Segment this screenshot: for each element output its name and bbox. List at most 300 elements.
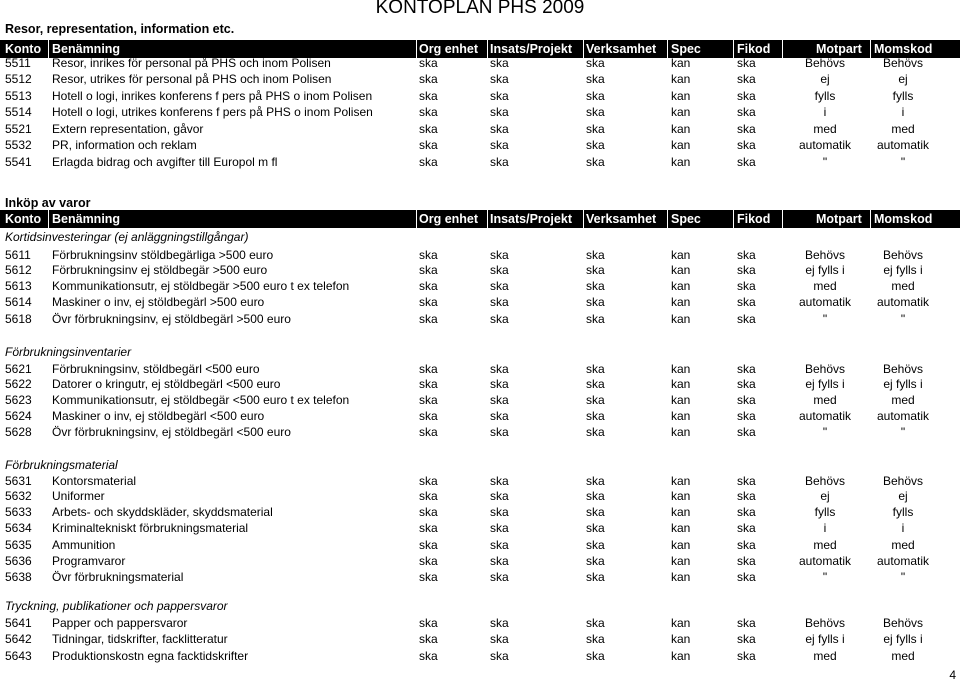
cell-ver: ska — [586, 56, 605, 70]
cell-spec: kan — [671, 122, 691, 136]
cell-konto: 5618 — [5, 312, 32, 326]
page-title: KONTOPLAN PHS 2009 — [375, 0, 585, 18]
cell-ben: Förbrukningsinv, stöldbegärl <500 euro — [52, 362, 260, 376]
cell-mom: i — [901, 105, 905, 119]
cell-ben: Maskiner o inv, ej stöldbegärl >500 euro — [52, 295, 265, 309]
cell-mom: ej — [898, 72, 908, 86]
cell-ins: ska — [490, 295, 509, 309]
cell-fik: ska — [737, 263, 756, 277]
cell-ver: ska — [586, 489, 605, 503]
cell-ver: ska — [586, 409, 605, 423]
table-row — [0, 88, 960, 104]
page-number: 4 — [949, 668, 956, 682]
cell-fik: ska — [737, 248, 756, 262]
table-row — [0, 121, 960, 137]
cell-ver: ska — [586, 295, 605, 309]
cell-ver: ska — [586, 72, 605, 86]
cell-fik: ska — [737, 554, 756, 568]
cell-ver: ska — [586, 362, 605, 376]
cell-ver: ska — [586, 105, 605, 119]
cell-ins: ska — [490, 362, 509, 376]
cell-spec: kan — [671, 56, 691, 70]
cell-ben: Datorer o kringutr, ej stöldbegärl <500 euro — [52, 377, 281, 391]
header-fikod: Fikod — [737, 212, 771, 226]
table-row — [0, 104, 960, 120]
cell-mot: i — [823, 105, 827, 119]
cell-fik: ska — [737, 122, 756, 136]
cell-mot: ej fylls i — [805, 377, 845, 391]
cell-org: ska — [419, 489, 438, 503]
cell-fik: ska — [737, 474, 756, 488]
cell-fik: ska — [737, 155, 756, 169]
cell-spec: kan — [671, 649, 691, 663]
cell-mot: Behövs — [804, 616, 846, 630]
cell-ver: ska — [586, 248, 605, 262]
header-insats: Insats/Projekt — [490, 42, 572, 56]
cell-ins: ska — [490, 425, 509, 439]
cell-ben: Uniformer — [52, 489, 105, 503]
cell-konto: 5635 — [5, 538, 32, 552]
table-row — [0, 392, 960, 408]
cell-mot: med — [813, 279, 837, 293]
header-divider — [416, 210, 417, 228]
cell-ins: ska — [490, 312, 509, 326]
cell-ben: Programvaror — [52, 554, 126, 568]
cell-fik: ska — [737, 312, 756, 326]
cell-mot: Behövs — [804, 56, 846, 70]
cell-ver: ska — [586, 538, 605, 552]
cell-spec: kan — [671, 72, 691, 86]
cell-ver: ska — [586, 377, 605, 391]
cell-fik: ska — [737, 632, 756, 646]
header-benamning: Benämning — [52, 212, 121, 226]
cell-mom: Behövs — [882, 616, 924, 630]
header-spec: Spec — [671, 212, 701, 226]
cell-fik: ska — [737, 489, 756, 503]
cell-spec: kan — [671, 570, 691, 584]
cell-org: ska — [419, 105, 438, 119]
cell-ben: Övr förbrukningsmaterial — [52, 570, 184, 584]
section-title: Inköp av varor — [5, 196, 91, 210]
cell-ben: Övr förbrukningsinv, ej stöldbegärl <500 euro — [52, 425, 291, 439]
group-subtitle: Kortidsinvesteringar (ej anläggningstillgångar) — [5, 230, 249, 244]
header-verk: Verksamhet — [586, 212, 657, 226]
cell-mom: Behövs — [882, 474, 924, 488]
cell-spec: kan — [671, 521, 691, 535]
cell-ins: ska — [490, 122, 509, 136]
table-row — [0, 473, 960, 489]
table-header — [0, 210, 960, 228]
table-row — [0, 278, 960, 294]
cell-konto: 5638 — [5, 570, 32, 584]
cell-ins: ska — [490, 377, 509, 391]
cell-ins: ska — [490, 474, 509, 488]
cell-spec: kan — [671, 409, 691, 423]
cell-ben: Kommunikationsutr, ej stöldbegär >500 euro t ex telefon — [52, 279, 350, 293]
header-momskod: Momskod — [874, 42, 933, 56]
cell-fik: ska — [737, 570, 756, 584]
group-subtitle: Förbrukningsmaterial — [5, 458, 118, 472]
cell-spec: kan — [671, 105, 691, 119]
cell-ver: ska — [586, 616, 605, 630]
cell-org: ska — [419, 521, 438, 535]
cell-ver: ska — [586, 521, 605, 535]
cell-spec: kan — [671, 489, 691, 503]
cell-org: ska — [419, 279, 438, 293]
cell-mot: Behövs — [804, 474, 846, 488]
cell-ben: Kontorsmaterial — [52, 474, 137, 488]
cell-fik: ska — [737, 362, 756, 376]
cell-org: ska — [419, 248, 438, 262]
cell-ver: ska — [586, 474, 605, 488]
cell-ins: ska — [490, 263, 509, 277]
cell-fik: ska — [737, 505, 756, 519]
cell-org: ska — [419, 362, 438, 376]
cell-mom: med — [891, 393, 915, 407]
header-divider — [733, 210, 734, 228]
header-divider — [782, 210, 783, 228]
cell-ben: Maskiner o inv, ej stöldbegärl <500 euro — [52, 409, 265, 423]
cell-mot: ej fylls i — [805, 263, 845, 277]
cell-spec: kan — [671, 362, 691, 376]
cell-spec: kan — [671, 155, 691, 169]
header-fikod: Fikod — [737, 42, 771, 56]
cell-fik: ska — [737, 616, 756, 630]
cell-fik: ska — [737, 521, 756, 535]
cell-fik: ska — [737, 409, 756, 423]
cell-mot: Behövs — [804, 248, 846, 262]
cell-mot: automatik — [798, 554, 852, 568]
cell-mot: med — [813, 649, 837, 663]
cell-konto: 5512 — [5, 72, 32, 86]
cell-konto: 5628 — [5, 425, 32, 439]
cell-org: ska — [419, 89, 438, 103]
table-row — [0, 311, 960, 327]
cell-mom: Behövs — [882, 362, 924, 376]
table-row — [0, 55, 960, 71]
cell-mom: automatik — [876, 138, 930, 152]
cell-ins: ska — [490, 649, 509, 663]
header-spec: Spec — [671, 42, 701, 56]
table-row — [0, 137, 960, 153]
cell-ins: ska — [490, 56, 509, 70]
table-row — [0, 361, 960, 377]
table-row — [0, 615, 960, 631]
cell-ben: Kriminaltekniskt förbrukningsmaterial — [52, 521, 249, 535]
cell-ben: Förbrukningsinv ej stöldbegär >500 euro — [52, 263, 268, 277]
header-motpart: Motpart — [816, 42, 862, 56]
cell-org: ska — [419, 295, 438, 309]
cell-mot: Behövs — [804, 362, 846, 376]
table-row — [0, 262, 960, 278]
cell-ver: ska — [586, 632, 605, 646]
cell-fik: ska — [737, 89, 756, 103]
cell-org: ska — [419, 505, 438, 519]
table-row — [0, 154, 960, 170]
table-row — [0, 520, 960, 536]
cell-konto: 5631 — [5, 474, 32, 488]
cell-spec: kan — [671, 312, 691, 326]
header-org: Org enhet — [419, 212, 479, 226]
header-momskod: Momskod — [874, 212, 933, 226]
cell-spec: kan — [671, 279, 691, 293]
cell-mot: automatik — [798, 409, 852, 423]
cell-spec: kan — [671, 632, 691, 646]
cell-org: ska — [419, 425, 438, 439]
cell-ben: Resor, utrikes för personal på PHS och inom Polisen — [52, 72, 332, 86]
cell-fik: ska — [737, 393, 756, 407]
cell-ben: Produktionskostn egna facktidskrifter — [52, 649, 249, 663]
cell-mot: ej — [820, 72, 830, 86]
cell-fik: ska — [737, 649, 756, 663]
table-row — [0, 71, 960, 87]
cell-org: ska — [419, 616, 438, 630]
cell-ins: ska — [490, 538, 509, 552]
cell-mom: med — [891, 122, 915, 136]
cell-ben: Tidningar, tidskrifter, facklitteratur — [52, 632, 228, 646]
table-row — [0, 376, 960, 392]
cell-org: ska — [419, 554, 438, 568]
cell-ben: Extern representation, gåvor — [52, 122, 204, 136]
cell-ins: ska — [490, 72, 509, 86]
cell-fik: ska — [737, 105, 756, 119]
cell-fik: ska — [737, 538, 756, 552]
table-row — [0, 294, 960, 310]
cell-mom: automatik — [876, 409, 930, 423]
header-divider — [667, 210, 668, 228]
cell-mom: ej fylls i — [883, 263, 923, 277]
cell-mom: ej fylls i — [883, 632, 923, 646]
cell-ver: ska — [586, 649, 605, 663]
cell-mom: med — [891, 538, 915, 552]
cell-org: ska — [419, 263, 438, 277]
cell-mot: " — [822, 570, 828, 584]
cell-konto: 5622 — [5, 377, 32, 391]
cell-konto: 5513 — [5, 89, 32, 103]
cell-ver: ska — [586, 122, 605, 136]
cell-ver: ska — [586, 263, 605, 277]
cell-ins: ska — [490, 138, 509, 152]
cell-ben: PR, information och reklam — [52, 138, 197, 152]
cell-org: ska — [419, 377, 438, 391]
header-konto: Konto — [5, 212, 42, 226]
cell-konto: 5613 — [5, 279, 32, 293]
cell-spec: kan — [671, 505, 691, 519]
cell-spec: kan — [671, 295, 691, 309]
cell-konto: 5633 — [5, 505, 32, 519]
cell-org: ska — [419, 538, 438, 552]
cell-ben: Hotell o logi, utrikes konferens f pers på PHS o inom Polisen — [52, 105, 373, 119]
cell-mom: " — [900, 425, 906, 439]
table-row — [0, 488, 960, 504]
cell-org: ska — [419, 72, 438, 86]
cell-spec: kan — [671, 474, 691, 488]
cell-ben: Ammunition — [52, 538, 116, 552]
cell-mot: " — [822, 425, 828, 439]
cell-fik: ska — [737, 295, 756, 309]
cell-org: ska — [419, 409, 438, 423]
header-org: Org enhet — [419, 42, 479, 56]
cell-mot: " — [822, 312, 828, 326]
header-divider — [48, 210, 49, 228]
cell-ben: Resor, inrikes för personal på PHS och inom Polisen — [52, 56, 331, 70]
cell-ben: Papper och pappersvaror — [52, 616, 188, 630]
cell-ver: ska — [586, 393, 605, 407]
cell-ins: ska — [490, 248, 509, 262]
header-benamning: Benämning — [52, 42, 121, 56]
table-row — [0, 631, 960, 647]
header-motpart: Motpart — [816, 212, 862, 226]
table-row — [0, 569, 960, 585]
cell-org: ska — [419, 122, 438, 136]
table-row — [0, 408, 960, 424]
cell-ins: ska — [490, 554, 509, 568]
cell-ver: ska — [586, 554, 605, 568]
cell-mom: fylls — [892, 89, 914, 103]
cell-fik: ska — [737, 56, 756, 70]
cell-ins: ska — [490, 570, 509, 584]
cell-ins: ska — [490, 616, 509, 630]
cell-fik: ska — [737, 138, 756, 152]
cell-mot: i — [823, 521, 827, 535]
cell-org: ska — [419, 632, 438, 646]
cell-spec: kan — [671, 89, 691, 103]
cell-ver: ska — [586, 312, 605, 326]
cell-ben: Arbets- och skyddskläder, skyddsmaterial — [52, 505, 273, 519]
cell-mom: med — [891, 279, 915, 293]
cell-spec: kan — [671, 263, 691, 277]
cell-mot: med — [813, 122, 837, 136]
cell-ver: ska — [586, 89, 605, 103]
cell-mot: fylls — [814, 89, 836, 103]
cell-konto: 5623 — [5, 393, 32, 407]
header-konto: Konto — [5, 42, 42, 56]
cell-org: ska — [419, 474, 438, 488]
cell-konto: 5614 — [5, 295, 32, 309]
cell-mom: i — [901, 521, 905, 535]
cell-mot: ej — [820, 489, 830, 503]
cell-spec: kan — [671, 616, 691, 630]
cell-mot: automatik — [798, 138, 852, 152]
cell-konto: 5611 — [5, 248, 31, 262]
cell-ver: ska — [586, 505, 605, 519]
table-row — [0, 247, 960, 263]
cell-konto: 5634 — [5, 521, 32, 535]
cell-org: ska — [419, 393, 438, 407]
cell-mom: automatik — [876, 295, 930, 309]
cell-mom: ej — [898, 489, 908, 503]
cell-spec: kan — [671, 425, 691, 439]
cell-ben: Kommunikationsutr, ej stöldbegär <500 euro t ex telefon — [52, 393, 350, 407]
cell-mot: med — [813, 538, 837, 552]
cell-konto: 5621 — [5, 362, 32, 376]
section-title: Resor, representation, information etc. — [5, 22, 235, 36]
cell-spec: kan — [671, 538, 691, 552]
cell-ver: ska — [586, 425, 605, 439]
cell-mom: Behövs — [882, 56, 924, 70]
cell-mom: " — [900, 155, 906, 169]
cell-fik: ska — [737, 425, 756, 439]
cell-ver: ska — [586, 279, 605, 293]
cell-konto: 5624 — [5, 409, 32, 423]
cell-ben: Övr förbrukningsinv, ej stöldbegärl >500 euro — [52, 312, 291, 326]
cell-ins: ska — [490, 489, 509, 503]
header-insats: Insats/Projekt — [490, 212, 572, 226]
cell-konto: 5632 — [5, 489, 32, 503]
header-divider — [583, 210, 584, 228]
cell-konto: 5642 — [5, 632, 32, 646]
cell-org: ska — [419, 138, 438, 152]
table-row — [0, 537, 960, 553]
cell-spec: kan — [671, 393, 691, 407]
cell-mom: Behövs — [882, 248, 924, 262]
cell-mot: " — [822, 155, 828, 169]
cell-ver: ska — [586, 570, 605, 584]
cell-org: ska — [419, 155, 438, 169]
cell-mom: " — [900, 570, 906, 584]
cell-mot: automatik — [798, 295, 852, 309]
cell-mom: ej fylls i — [883, 377, 923, 391]
cell-konto: 5636 — [5, 554, 32, 568]
header-divider — [487, 210, 488, 228]
cell-konto: 5643 — [5, 649, 32, 663]
cell-mot: ej fylls i — [805, 632, 845, 646]
cell-ins: ska — [490, 89, 509, 103]
cell-ins: ska — [490, 105, 509, 119]
group-subtitle: Förbrukningsinventarier — [5, 345, 132, 359]
table-row — [0, 504, 960, 520]
cell-ins: ska — [490, 632, 509, 646]
cell-ver: ska — [586, 155, 605, 169]
cell-ben: Hotell o logi, inrikes konferens f pers på PHS o inom Polisen — [52, 89, 373, 103]
table-row — [0, 553, 960, 569]
cell-spec: kan — [671, 138, 691, 152]
cell-mom: automatik — [876, 554, 930, 568]
cell-ben: Förbrukningsinv stöldbegärliga >500 euro — [52, 248, 274, 262]
cell-org: ska — [419, 570, 438, 584]
cell-konto: 5541 — [5, 155, 32, 169]
cell-konto: 5612 — [5, 263, 32, 277]
cell-org: ska — [419, 649, 438, 663]
cell-fik: ska — [737, 72, 756, 86]
cell-ben: Erlagda bidrag och avgifter till Europol m fl — [52, 155, 278, 169]
cell-mom: fylls — [892, 505, 914, 519]
cell-mot: med — [813, 393, 837, 407]
group-subtitle: Tryckning, publikationer och pappersvaror — [5, 599, 228, 613]
cell-org: ska — [419, 56, 438, 70]
cell-mot: fylls — [814, 505, 836, 519]
cell-konto: 5521 — [5, 122, 32, 136]
cell-ins: ska — [490, 279, 509, 293]
cell-konto: 5532 — [5, 138, 32, 152]
cell-spec: kan — [671, 248, 691, 262]
table-row — [0, 648, 960, 664]
cell-ins: ska — [490, 393, 509, 407]
cell-ins: ska — [490, 521, 509, 535]
header-divider — [870, 210, 871, 228]
header-verk: Verksamhet — [586, 42, 657, 56]
cell-spec: kan — [671, 377, 691, 391]
cell-ver: ska — [586, 138, 605, 152]
cell-ins: ska — [490, 505, 509, 519]
cell-org: ska — [419, 312, 438, 326]
cell-mom: " — [900, 312, 906, 326]
cell-konto: 5514 — [5, 105, 32, 119]
cell-spec: kan — [671, 554, 691, 568]
cell-fik: ska — [737, 377, 756, 391]
cell-konto: 5641 — [5, 616, 32, 630]
cell-mom: med — [891, 649, 915, 663]
